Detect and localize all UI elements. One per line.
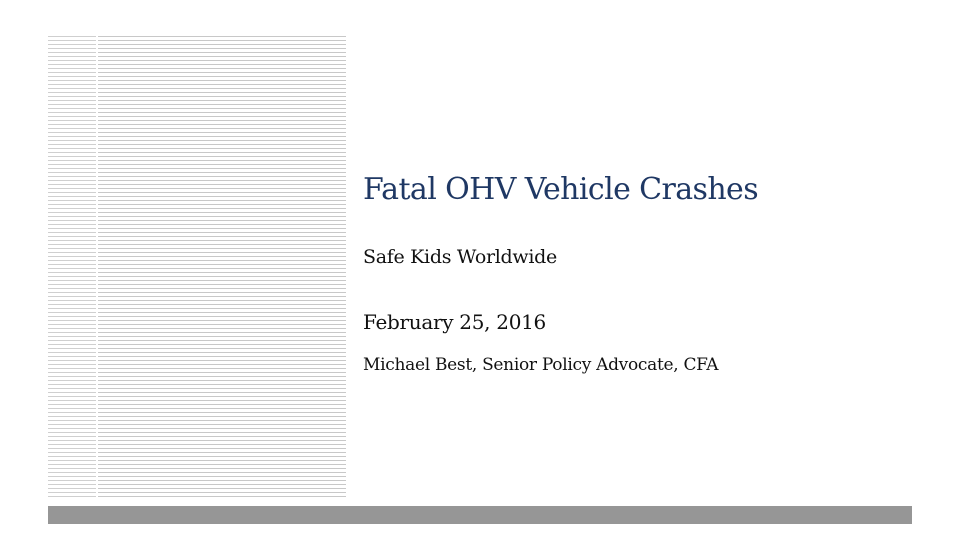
slide-title: Fatal OHV Vehicle Crashes [363,172,759,207]
presentation-date: February 25, 2016 [363,310,546,334]
presenter-credit: Michael Best, Senior Policy Advocate, CFA [363,355,719,375]
slide-subtitle: Safe Kids Worldwide [363,246,557,268]
decorative-stripes-narrow [48,36,96,500]
footer-bar [48,506,912,524]
decorative-stripes-wide [98,36,346,500]
